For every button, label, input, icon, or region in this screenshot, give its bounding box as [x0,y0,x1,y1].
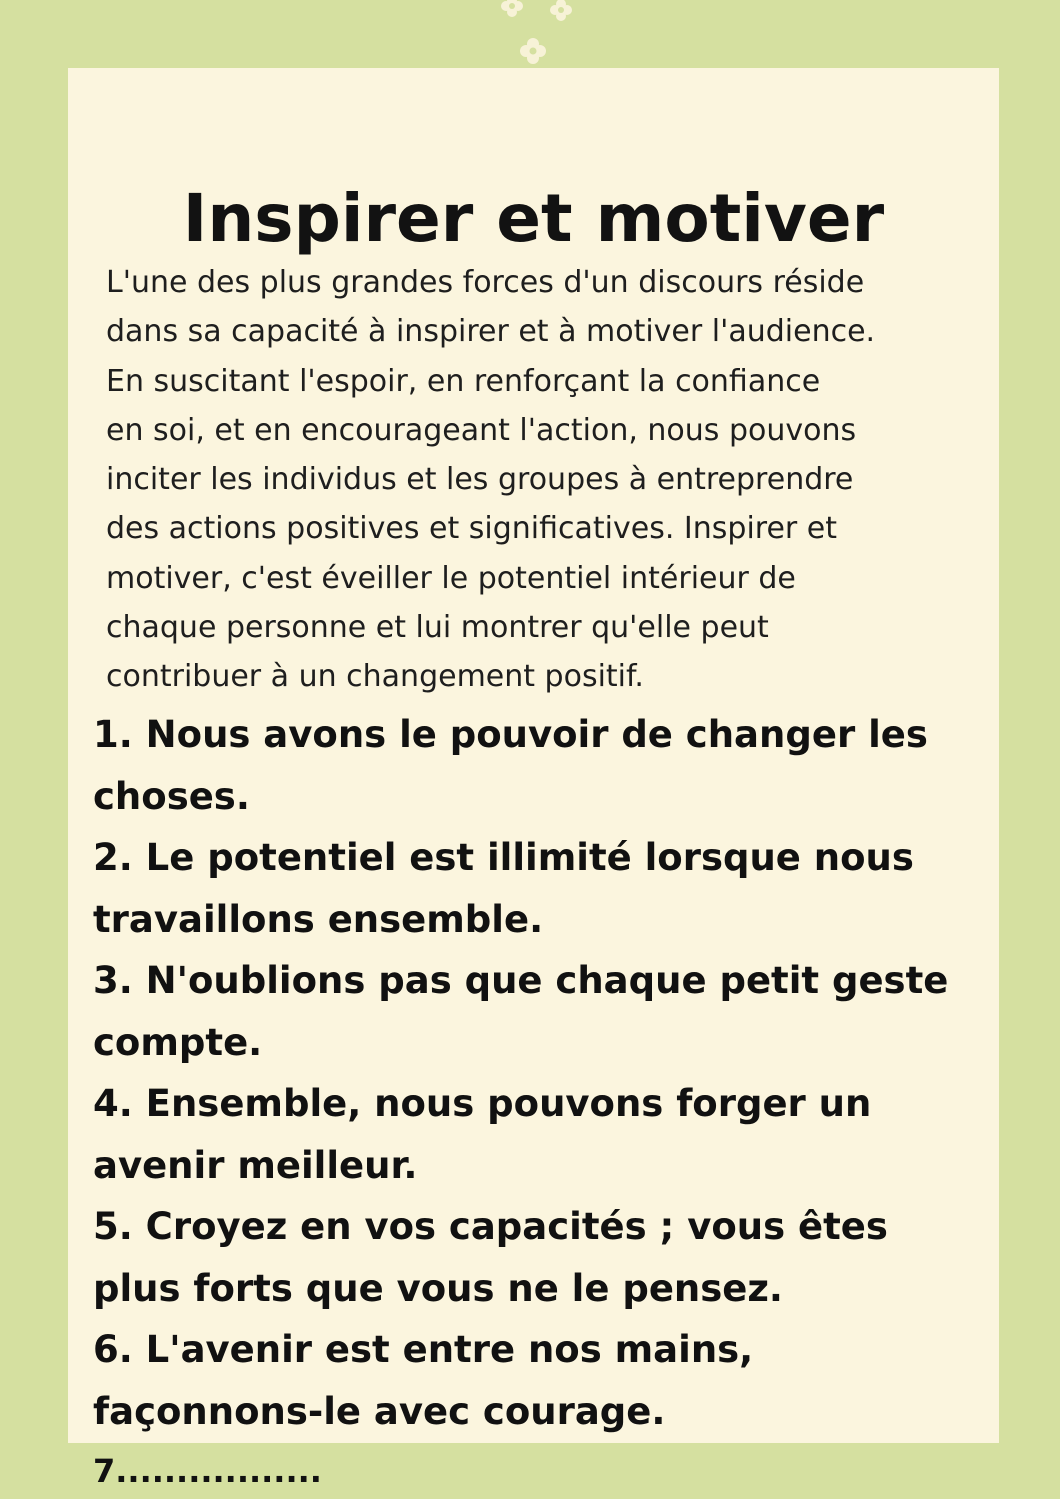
intro-line: L'une des plus grandes forces d'un discours réside [106,265,865,300]
list-item [93,1196,993,1319]
list-item-line: 5. Croyez en vos capacités ; vous êtes [93,1205,888,1248]
intro-line: contribuer à un changement positif. [106,659,644,695]
flower-icon [501,0,523,17]
intro-line: dans sa capacité à inspirer et à motiver l'audience. [106,314,876,350]
intro-line: en soi, et en encourageant l'action, nous pouvons [106,412,857,448]
list-item-line: travaillons ensemble. [93,897,544,941]
list-item [93,1319,993,1442]
page-title: Inspirer et motiver [182,180,885,257]
list-item-line: plus forts que vous ne le pensez. [93,1266,783,1310]
intro-line: chaque personne et lui montrer qu'elle peut [106,610,769,646]
flower-icon [550,0,572,21]
list-item-line: 3. N'oublions pas que chaque petit geste [93,959,949,1002]
intro-line: motiver, c'est éveiller le potentiel intérieur de [106,560,796,596]
intro-line: inciter les individus et les groupes à entreprendre [106,462,854,498]
quote-list [93,704,993,1442]
content-card [68,68,999,1490]
intro-paragraph [106,258,986,702]
list-item-line: compte. [93,1020,263,1064]
flower-decorations [0,0,1060,70]
intro-line: des actions positives et significatives. Inspirer et [106,511,838,547]
list-item [93,704,993,827]
list-item-placeholder: 7................. [93,1452,322,1490]
list-item-line: 6. L'avenir est entre nos mains, [93,1328,754,1371]
list-item [93,950,993,1073]
list-item-line: 2. Le potentiel est illimité lorsque nous [93,836,914,879]
list-item-line: 4. Ensemble, nous pouvons forger un [93,1082,872,1125]
list-item-line: avenir meilleur. [93,1143,418,1187]
list-item [93,1073,993,1196]
list-item-line: façonnons-le avec courage. [93,1389,666,1433]
list-item [93,827,993,950]
list-item-line: choses. [93,774,250,818]
list-item-line: 1. Nous avons le pouvoir de changer les [93,713,928,756]
intro-line: En suscitant l'espoir, en renforçant la confiance [106,363,821,399]
flower-icon [520,38,546,64]
